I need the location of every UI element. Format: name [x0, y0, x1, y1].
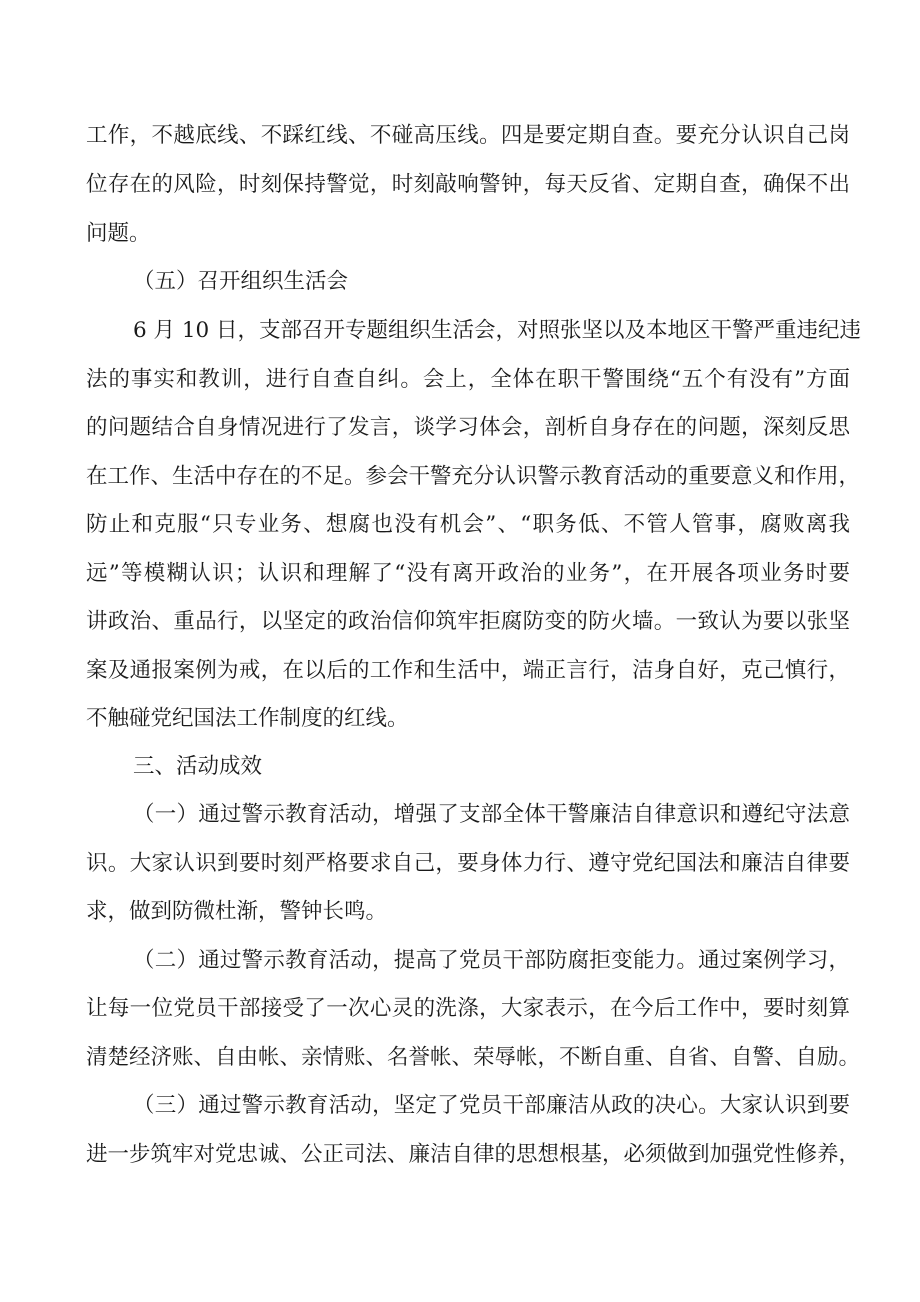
- text-line: （三）通过警示教育活动，坚定了党员干部廉洁从政的决心。大家认识到要: [133, 1093, 850, 1118]
- text-line: 识。大家认识到要时刻严格要求自己，要身体力行、遵守党纪国法和廉洁自律要: [86, 851, 850, 876]
- text-line: （一）通过警示教育活动，增强了支部全体干警廉洁自律意识和遵纪守法意: [133, 802, 850, 827]
- text-line: 不触碰党纪国法工作制度的红线。: [86, 706, 409, 731]
- text-line: 工作，不越底线、不踩红线、不碰高压线。四是要定期自查。要充分认识自己岗: [86, 123, 850, 148]
- text-line: 让每一位党员干部接受了一次心灵的洗涤，大家表示，在今后工作中，要时刻算: [86, 996, 850, 1021]
- text-line: （二）通过警示教育活动，提高了党员干部防腐拒变能力。通过案例学习，: [133, 948, 850, 973]
- text-line: 6 月 10 日，支部召开专题组织生活会，对照张坚以及本地区干警严重违纪违: [133, 318, 862, 343]
- section-heading: 三、活动成效: [133, 754, 263, 779]
- text-line: 在工作、生活中存在的不足。参会干警充分认识警示教育活动的重要意义和作用，: [86, 464, 861, 489]
- text-line: 问题。: [86, 221, 151, 246]
- text-line: 清楚经济账、自由帐、亲情账、名誉帐、荣辱帐，不断自重、自省、自警、自励。: [86, 1045, 861, 1070]
- text-line: 求，做到防微杜渐，警钟长鸣。: [86, 899, 388, 924]
- text-line: 讲政治、重品行，以坚定的政治信仰筑牢拒腐防变的防火墙。一致认为要以张坚: [86, 609, 850, 634]
- text-line: 法的事实和教训，进行自查自纠。会上，全体在职干警围绕“五个有没有”方面: [86, 367, 850, 392]
- text-line: 进一步筑牢对党忠诚、公正司法、廉洁自律的思想根基，必须做到加强党性修养，: [86, 1142, 861, 1167]
- text-line: 防止和克服“只专业务、想腐也没有机会”、“职务低、不管人管事，腐败离我: [86, 512, 850, 537]
- text-line: 位存在的风险，时刻保持警觉，时刻敲响警钟，每天反省、定期自查，确保不出: [86, 172, 850, 197]
- text-line: 远”等模糊认识；认识和理解了“没有离开政治的业务”，在开展各项业务时要: [86, 561, 850, 586]
- text-line: 案及通报案例为戒，在以后的工作和生活中，端正言行，洁身自好，克己慎行，: [86, 658, 850, 683]
- text-line: 的问题结合自身情况进行了发言，谈学习体会，剖析自身存在的问题，深刻反思: [86, 415, 850, 440]
- section-heading: （五）召开组织生活会: [133, 269, 349, 294]
